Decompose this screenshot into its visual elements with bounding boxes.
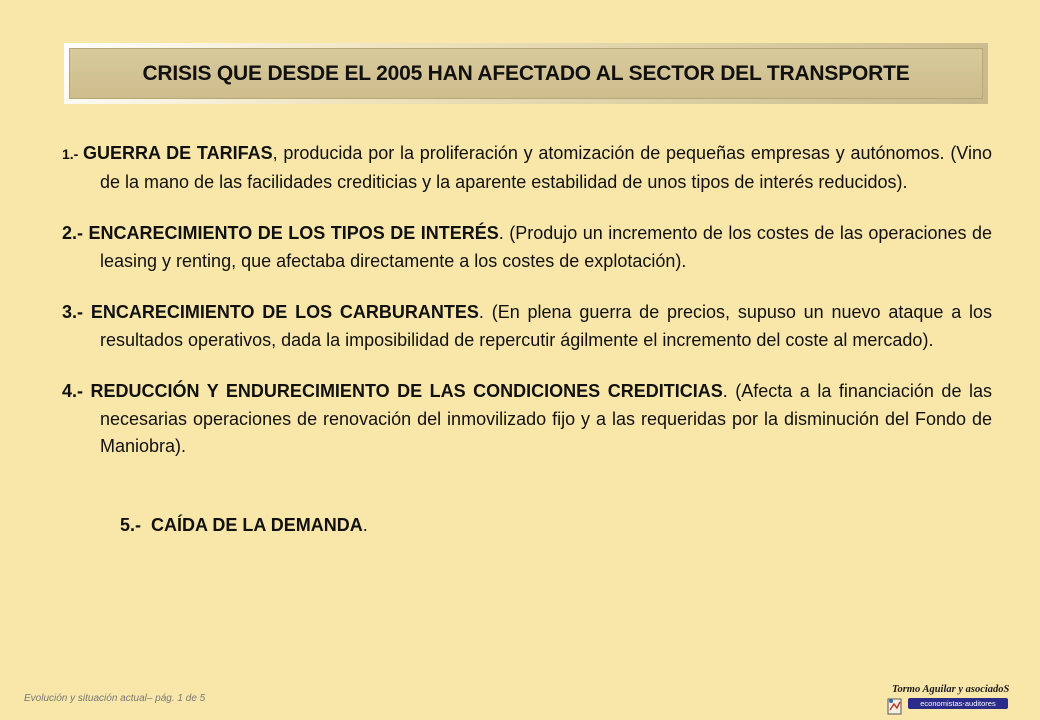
item-text: . (Afecta a la financiación de las necesarias operaciones de renovación del inmovilizado fijo y a las requeridas por la disminución del Fondo de Maniobra). — [100, 381, 992, 456]
item-number: 1.- — [62, 146, 84, 162]
item-text: . (Produjo un incremento de los costes de las operaciones de leasing y renting, que afectaba directamente a los costes de explotación). — [100, 223, 992, 271]
title-box — [64, 43, 988, 104]
list-item — [62, 485, 992, 568]
item-heading: CAÍDA DE LA DEMANDA — [151, 515, 363, 535]
item-heading: ENCARECIMIENTO DE LOS CARBURANTES — [90, 302, 479, 322]
item-heading: ENCARECIMIENTO DE LOS TIPOS DE INTERÉS — [88, 223, 499, 243]
title-inner — [69, 48, 983, 99]
item-text: . (En plena guerra de precios, supuso un nuevo ataque a los resultados operativos, dada la imposibilidad de repercutir ágilmente el incremento del coste al mercado). — [100, 302, 993, 350]
item-number: 2.- — [62, 223, 89, 243]
list-item — [62, 299, 992, 354]
item-number: 3.- — [62, 302, 91, 322]
item-text: , producida por la proliferación y atomización de pequeñas empresas y autónomos. (Vino de la mano de las facilidades crediticias y la aparente estabilidad de unos tipos de interés reducidos). — [100, 143, 993, 192]
item-text: . — [362, 515, 368, 535]
crisis-list — [62, 140, 992, 591]
item-heading: GUERRA DE TARIFAS — [83, 143, 273, 163]
list-item — [62, 140, 992, 196]
logo-brand: Tormo Aguilar y asociadoS — [892, 684, 1010, 695]
item-heading: REDUCCIÓN Y ENDURECIMIENTO DE LAS CONDICIONES CREDITICIAS — [90, 381, 723, 401]
logo-mark-icon — [886, 696, 904, 716]
list-item — [62, 378, 992, 461]
logo-tagline: economistas-auditores — [908, 698, 1008, 709]
list-item — [62, 220, 992, 275]
item-number: 4.- — [62, 381, 91, 401]
page-footer: Evolución y situación actual– pág. 1 de 5 — [24, 693, 206, 704]
slide-title: CRISIS QUE DESDE EL 2005 HAN AFECTADO AL SECTOR DEL TRANSPORTE — [142, 61, 910, 85]
company-logo — [884, 684, 1014, 718]
item-number: 5.- — [120, 515, 152, 535]
